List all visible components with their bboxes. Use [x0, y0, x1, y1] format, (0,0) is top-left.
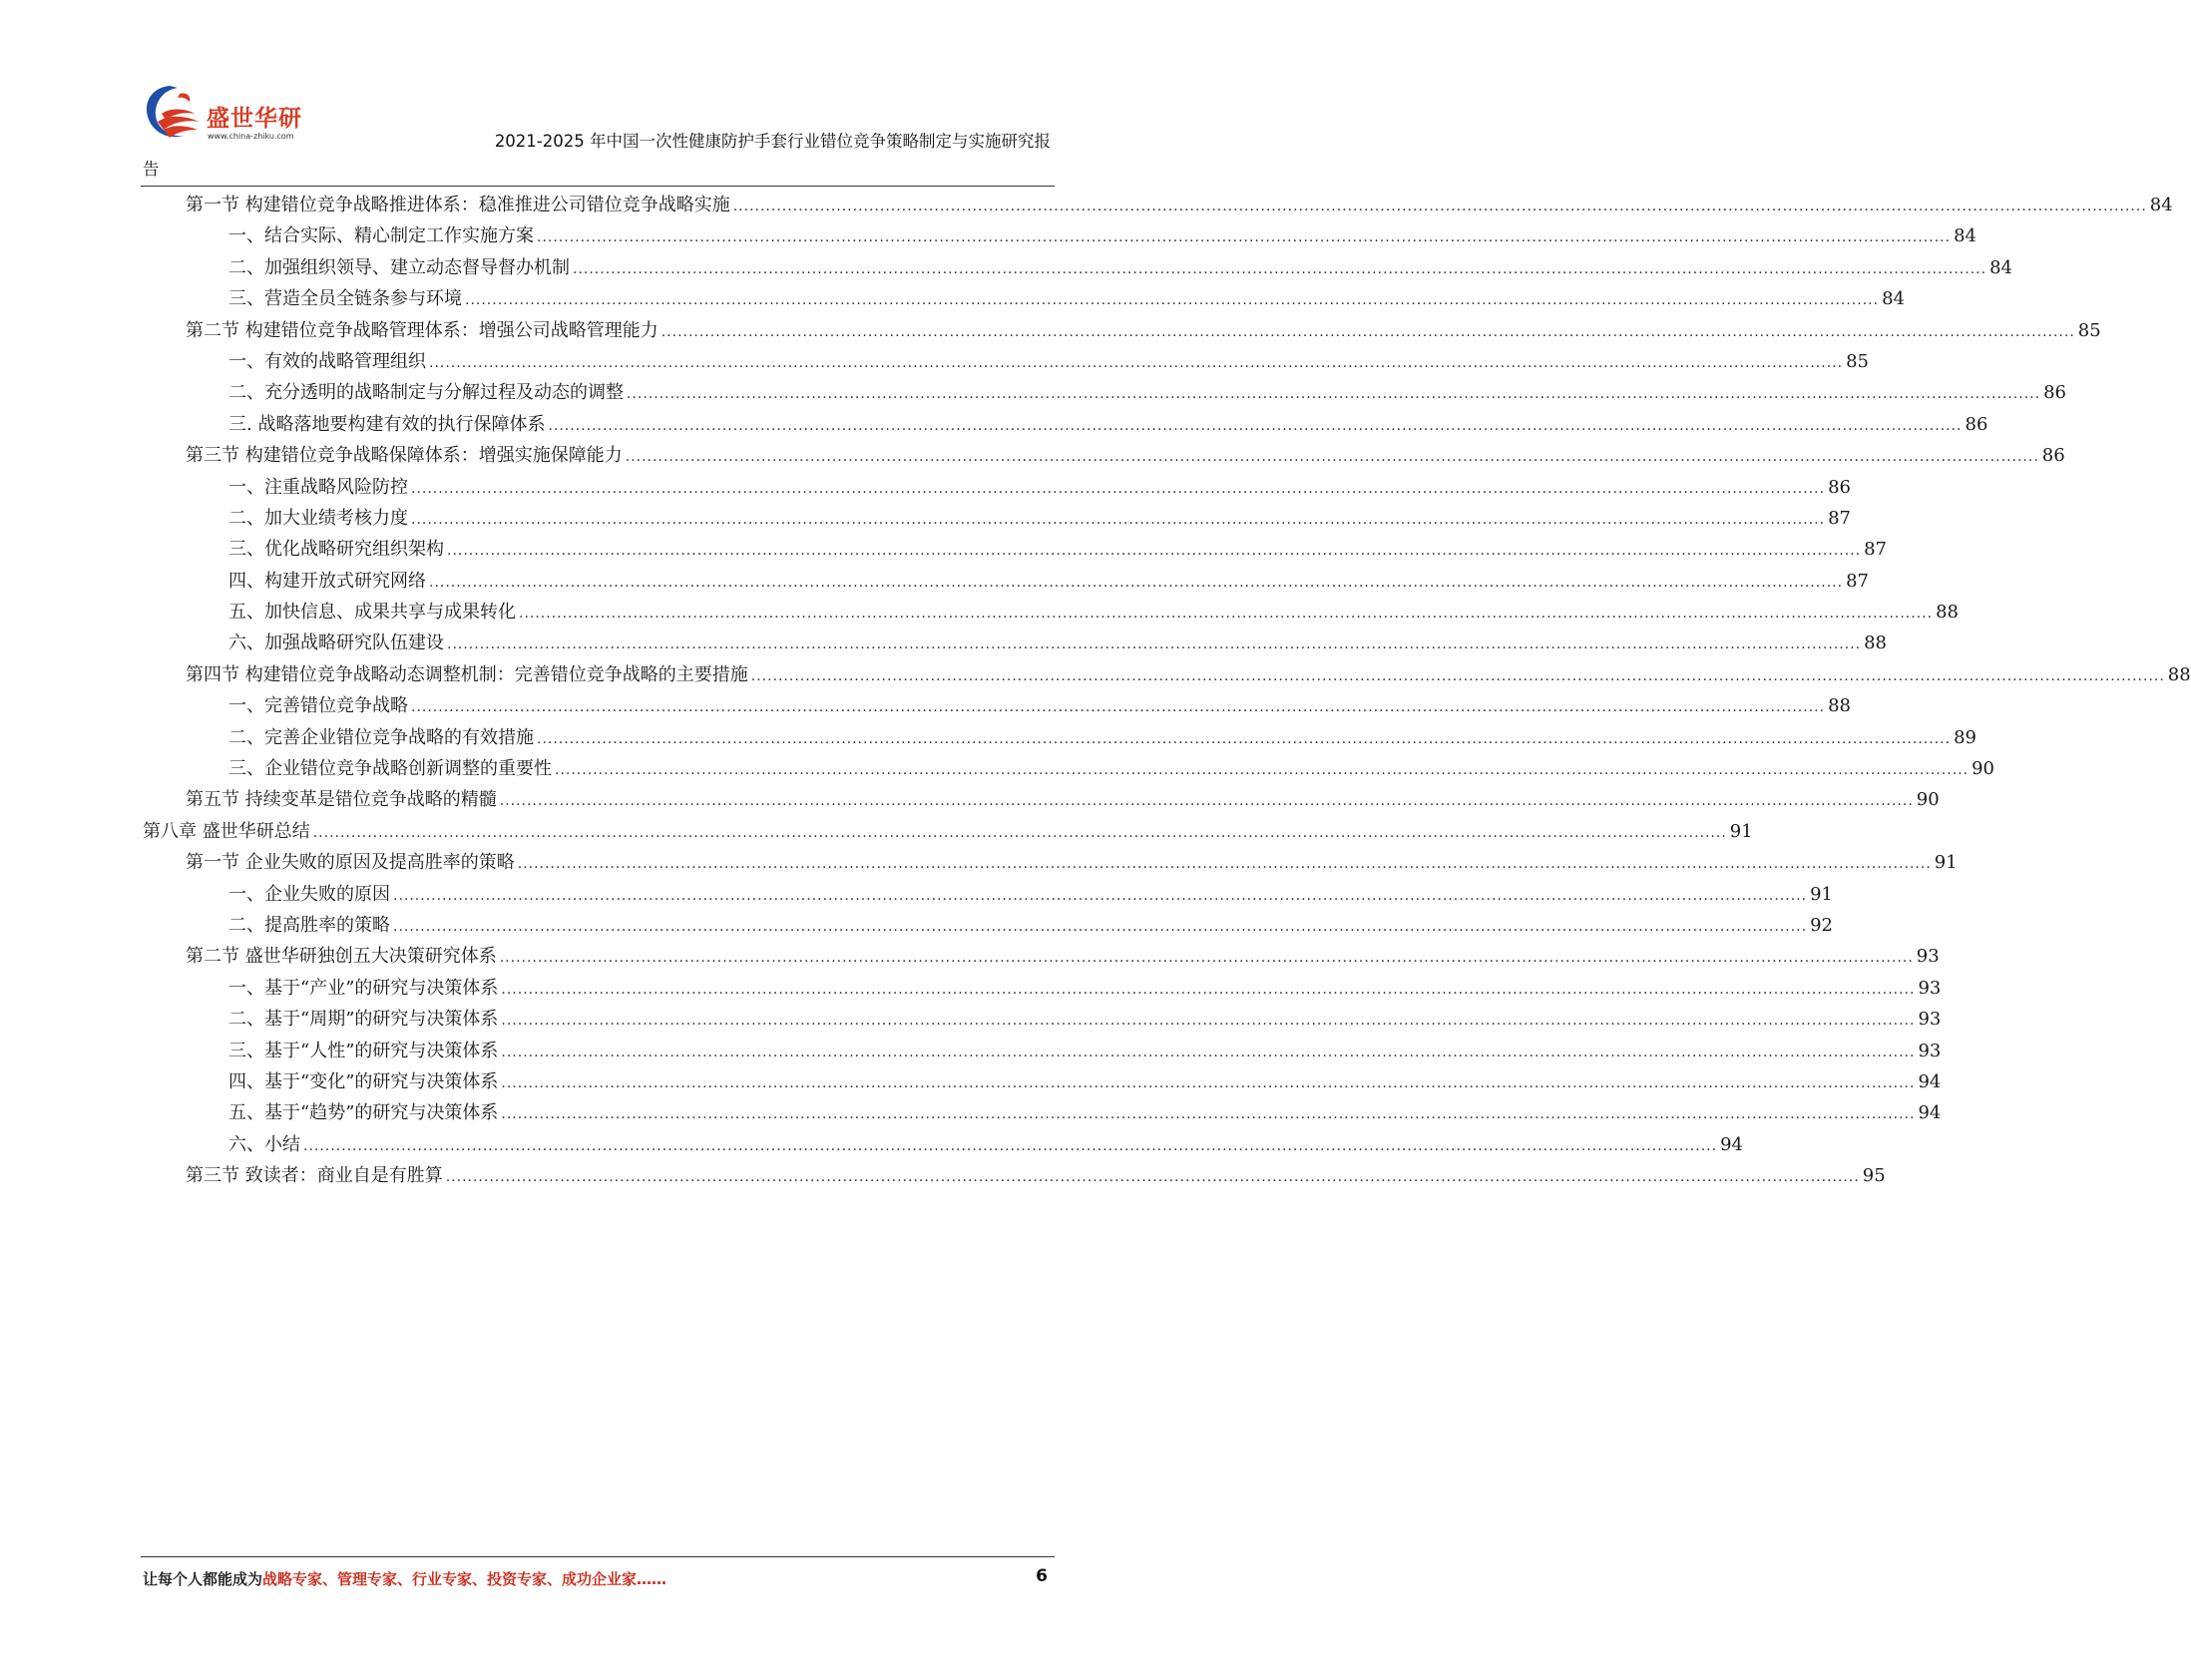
toc-entry[interactable]: [143, 973, 1942, 1004]
toc-leader-dots: ....................................................................................................................................................................................................................................................................: [501, 1013, 1916, 1030]
toc-entry-page: 87: [1846, 570, 1869, 592]
toc-entry[interactable]: [143, 220, 1976, 251]
toc-entry-label: 第四节 构建错位竞争战略动态调整机制：完善错位竞争战略的主要措施: [186, 663, 748, 685]
toc-leader-dots: ....................................................................................................................................................................................................................................................................: [555, 762, 1970, 779]
toc-leader-dots: ....................................................................................................................................................................................................................................................................: [660, 323, 2075, 340]
toc-entry-page: 88: [1864, 632, 1887, 654]
toc-entry-label: 二、加大业绩考核力度: [228, 507, 408, 529]
brand-url: www.china-zhiku.com: [208, 132, 294, 141]
brand-name: 盛世华研: [207, 106, 302, 132]
toc-leader-dots: ....................................................................................................................................................................................................................................................................: [499, 950, 1914, 967]
toc-entry-page: 93: [1918, 1040, 1942, 1061]
toc-leader-dots: ....................................................................................................................................................................................................................................................................: [499, 793, 1914, 810]
toc-entry-page: 92: [1810, 914, 1833, 936]
toc-entry-label: 二、充分透明的战略制定与分解过程及动态的调整: [228, 382, 624, 404]
toc-leader-dots: ....................................................................................................................................................................................................................................................................: [411, 480, 1826, 497]
toc-entry-label: 二、基于“周期”的研究与决策体系: [228, 1009, 499, 1031]
toc-leader-dots: ....................................................................................................................................................................................................................................................................: [517, 856, 1932, 873]
toc-entry[interactable]: [143, 847, 1958, 878]
toc-entry-page: 86: [1828, 476, 1851, 498]
toc-leader-dots: ....................................................................................................................................................................................................................................................................: [411, 699, 1826, 716]
toc-leader-dots: ....................................................................................................................................................................................................................................................................: [501, 1106, 1916, 1123]
toc-entry-label: 第一节 企业失败的原因及提高胜率的策略: [186, 852, 515, 874]
toc-entry-label: 五、基于“趋势”的研究与决策体系: [228, 1102, 499, 1124]
toc-entry-label: 三、基于“人性”的研究与决策体系: [228, 1040, 499, 1061]
toc-entry[interactable]: [143, 315, 2101, 346]
footer-divider: [141, 1556, 1055, 1557]
toc-entry-page: 90: [1916, 789, 1940, 811]
toc-entry[interactable]: [143, 1066, 1942, 1097]
toc-entry[interactable]: [143, 503, 1851, 534]
toc-entry-label: 一、注重战略风险防控: [228, 476, 408, 498]
toc-leader-dots: ....................................................................................................................................................................................................................................................................: [411, 511, 1826, 528]
toc-leader-dots: ....................................................................................................................................................................................................................................................................: [393, 887, 1808, 904]
toc-leader-dots: ....................................................................................................................................................................................................................................................................: [537, 229, 1952, 246]
toc-entry[interactable]: [143, 283, 1905, 314]
toc-leader-dots: ....................................................................................................................................................................................................................................................................: [750, 667, 2165, 684]
toc-leader-dots: ....................................................................................................................................................................................................................................................................: [573, 260, 1987, 277]
toc-entry-page: 91: [1934, 852, 1958, 874]
toc-entry-label: 六、小结: [228, 1133, 300, 1155]
toc-entry-label: 一、基于“产业”的研究与决策体系: [228, 977, 499, 999]
toc-entry[interactable]: [143, 1036, 1942, 1066]
toc-entry[interactable]: [143, 941, 1940, 972]
toc-leader-dots: ....................................................................................................................................................................................................................................................................: [625, 449, 2039, 466]
footer-slogan-highlight: 战略专家、管理专家、行业专家、投资专家、成功企业家……: [262, 1570, 667, 1588]
toc-entry[interactable]: [143, 910, 1833, 941]
toc-entry[interactable]: [143, 1129, 1743, 1160]
toc-entry[interactable]: [143, 784, 1940, 815]
toc-entry-label: 六、加强战略研究队伍建设: [228, 632, 444, 654]
document-title: 2021-2025 年中国一次性健康防护手套行业错位竞争策略制定与实施研究报: [494, 132, 1051, 151]
toc-entry[interactable]: [143, 534, 1887, 565]
toc-entry-label: 第三节 致读者：商业自是有胜算: [186, 1165, 443, 1187]
toc-leader-dots: ....................................................................................................................................................................................................................................................................: [465, 292, 1880, 309]
toc-leader-dots: ....................................................................................................................................................................................................................................................................: [447, 543, 1862, 560]
toc-entry-page: 95: [1862, 1165, 1886, 1187]
toc-entry-page: 85: [1846, 350, 1869, 372]
toc-entry-label: 四、基于“变化”的研究与决策体系: [228, 1070, 499, 1092]
toc-entry-page: 86: [2041, 445, 2065, 467]
toc-leader-dots: ....................................................................................................................................................................................................................................................................: [548, 417, 1963, 434]
toc-entry-page: 86: [2043, 382, 2066, 404]
toc-leader-dots: ....................................................................................................................................................................................................................................................................: [393, 918, 1808, 935]
toc-entry-label: 二、提高胜率的策略: [228, 914, 390, 936]
page-number: 6: [1036, 1566, 1048, 1586]
toc-entry[interactable]: [143, 879, 1833, 910]
toc-leader-dots: ....................................................................................................................................................................................................................................................................: [501, 1044, 1916, 1060]
toc-entry[interactable]: [143, 409, 1988, 440]
toc-entry-label: 二、完善企业错位竞争战略的有效措施: [228, 726, 534, 748]
toc-leader-dots: ....................................................................................................................................................................................................................................................................: [445, 1169, 1860, 1186]
toc-entry[interactable]: [143, 346, 1869, 377]
toc-entry[interactable]: [143, 440, 2065, 471]
toc-entry-label: 三、企业错位竞争战略创新调整的重要性: [228, 758, 552, 780]
header-divider: [141, 186, 1055, 187]
toc-entry-label: 三、优化战略研究组织架构: [228, 539, 444, 561]
toc-entry[interactable]: [143, 722, 1976, 753]
document-title-continuation: 告: [143, 160, 160, 179]
toc-leader-dots: ....................................................................................................................................................................................................................................................................: [429, 574, 1844, 591]
toc-entry[interactable]: [143, 252, 2012, 283]
toc-leader-dots: ....................................................................................................................................................................................................................................................................: [312, 824, 1727, 841]
toc-entry-label: 一、有效的战略管理组织: [228, 350, 426, 372]
toc-entry-label: 二、加强组织领导、建立动态督导督办机制: [228, 256, 570, 278]
toc-entry-label: 第五节 持续变革是错位竞争战略的精髓: [186, 789, 497, 811]
toc-entry[interactable]: [143, 597, 1959, 628]
toc-leader-dots: ....................................................................................................................................................................................................................................................................: [447, 636, 1862, 653]
toc-leader-dots: ....................................................................................................................................................................................................................................................................: [732, 199, 2147, 214]
toc-entry[interactable]: [143, 1097, 1942, 1128]
toc-entry-page: 88: [1936, 602, 1959, 624]
toc-entry-page: 91: [1729, 820, 1753, 842]
toc-entry-label: 一、企业失败的原因: [228, 883, 390, 905]
toc-entry-page: 88: [2167, 663, 2191, 685]
toc-entry-label: 一、结合实际、精心制定工作实施方案: [228, 225, 534, 247]
toc-leader-dots: ....................................................................................................................................................................................................................................................................: [537, 730, 1952, 747]
toc-entry[interactable]: [143, 1004, 1942, 1035]
footer-slogan: [143, 1568, 666, 1589]
toc-entry[interactable]: [143, 190, 2173, 220]
toc-entry-label: 第一节 构建错位竞争战略推进体系：稳准推进公司错位竞争战略实施: [186, 195, 730, 215]
toc-entry[interactable]: [143, 628, 1887, 658]
toc-leader-dots: ....................................................................................................................................................................................................................................................................: [519, 606, 1934, 623]
toc-entry-label: 五、加快信息、成果共享与成果转化: [228, 602, 516, 624]
table-of-contents: [143, 190, 2191, 1192]
toc-entry-page: 94: [1918, 1102, 1942, 1124]
toc-leader-dots: ....................................................................................................................................................................................................................................................................: [627, 386, 2041, 403]
toc-entry-page: 88: [1828, 695, 1851, 717]
toc-entry-label: 第三节 构建错位竞争战略保障体系：增强实施保障能力: [186, 445, 623, 467]
toc-leader-dots: ....................................................................................................................................................................................................................................................................: [501, 981, 1916, 998]
toc-entry-page: 84: [1989, 256, 2012, 278]
toc-entry-page: 93: [1918, 1009, 1942, 1031]
toc-entry[interactable]: [143, 1160, 1886, 1191]
toc-leader-dots: ....................................................................................................................................................................................................................................................................: [501, 1074, 1916, 1091]
toc-entry[interactable]: [143, 377, 2066, 408]
toc-entry-label: 第二节 盛世华研独创五大决策研究体系: [186, 946, 497, 968]
toc-entry-page: 93: [1916, 946, 1940, 968]
toc-entry[interactable]: [143, 566, 1869, 597]
toc-entry-label: 四、构建开放式研究网络: [228, 570, 426, 592]
toc-entry-label: 三、营造全员全链条参与环境: [228, 288, 462, 310]
toc-leader-dots: ....................................................................................................................................................................................................................................................................: [303, 1137, 1718, 1154]
toc-entry-page: 94: [1720, 1133, 1743, 1155]
toc-entry-page: 94: [1918, 1070, 1942, 1092]
toc-entry[interactable]: [143, 659, 2191, 690]
toc-entry-page: 87: [1828, 507, 1851, 529]
toc-entry-label: 第八章 盛世华研总结: [143, 820, 310, 842]
toc-entry-page: 84: [1882, 288, 1905, 310]
toc-entry-page: 85: [2077, 319, 2101, 341]
toc-entry-page: 84: [2149, 195, 2173, 215]
toc-entry[interactable]: [143, 753, 1994, 784]
toc-entry[interactable]: [143, 816, 1753, 847]
footer-slogan-prefix: 让每个人都能成为: [143, 1570, 263, 1588]
toc-entry-page: 89: [1954, 726, 1976, 748]
toc-entry-page: 84: [1954, 225, 1976, 247]
toc-leader-dots: ....................................................................................................................................................................................................................................................................: [429, 354, 1844, 371]
toc-entry[interactable]: [143, 690, 1851, 721]
toc-entry-page: 93: [1918, 977, 1942, 999]
toc-entry-label: 一、完善错位竞争战略: [228, 695, 408, 717]
toc-entry-label: 第二节 构建错位竞争战略管理体系：增强公司战略管理能力: [186, 319, 658, 341]
toc-entry-label: 三. 战略落地要构建有效的执行保障体系: [228, 413, 546, 435]
toc-entry[interactable]: [143, 472, 1851, 503]
toc-entry-page: 90: [1972, 758, 1994, 780]
toc-entry-page: 86: [1965, 413, 1988, 435]
toc-entry-page: 87: [1864, 539, 1887, 561]
toc-entry-page: 91: [1810, 883, 1833, 905]
